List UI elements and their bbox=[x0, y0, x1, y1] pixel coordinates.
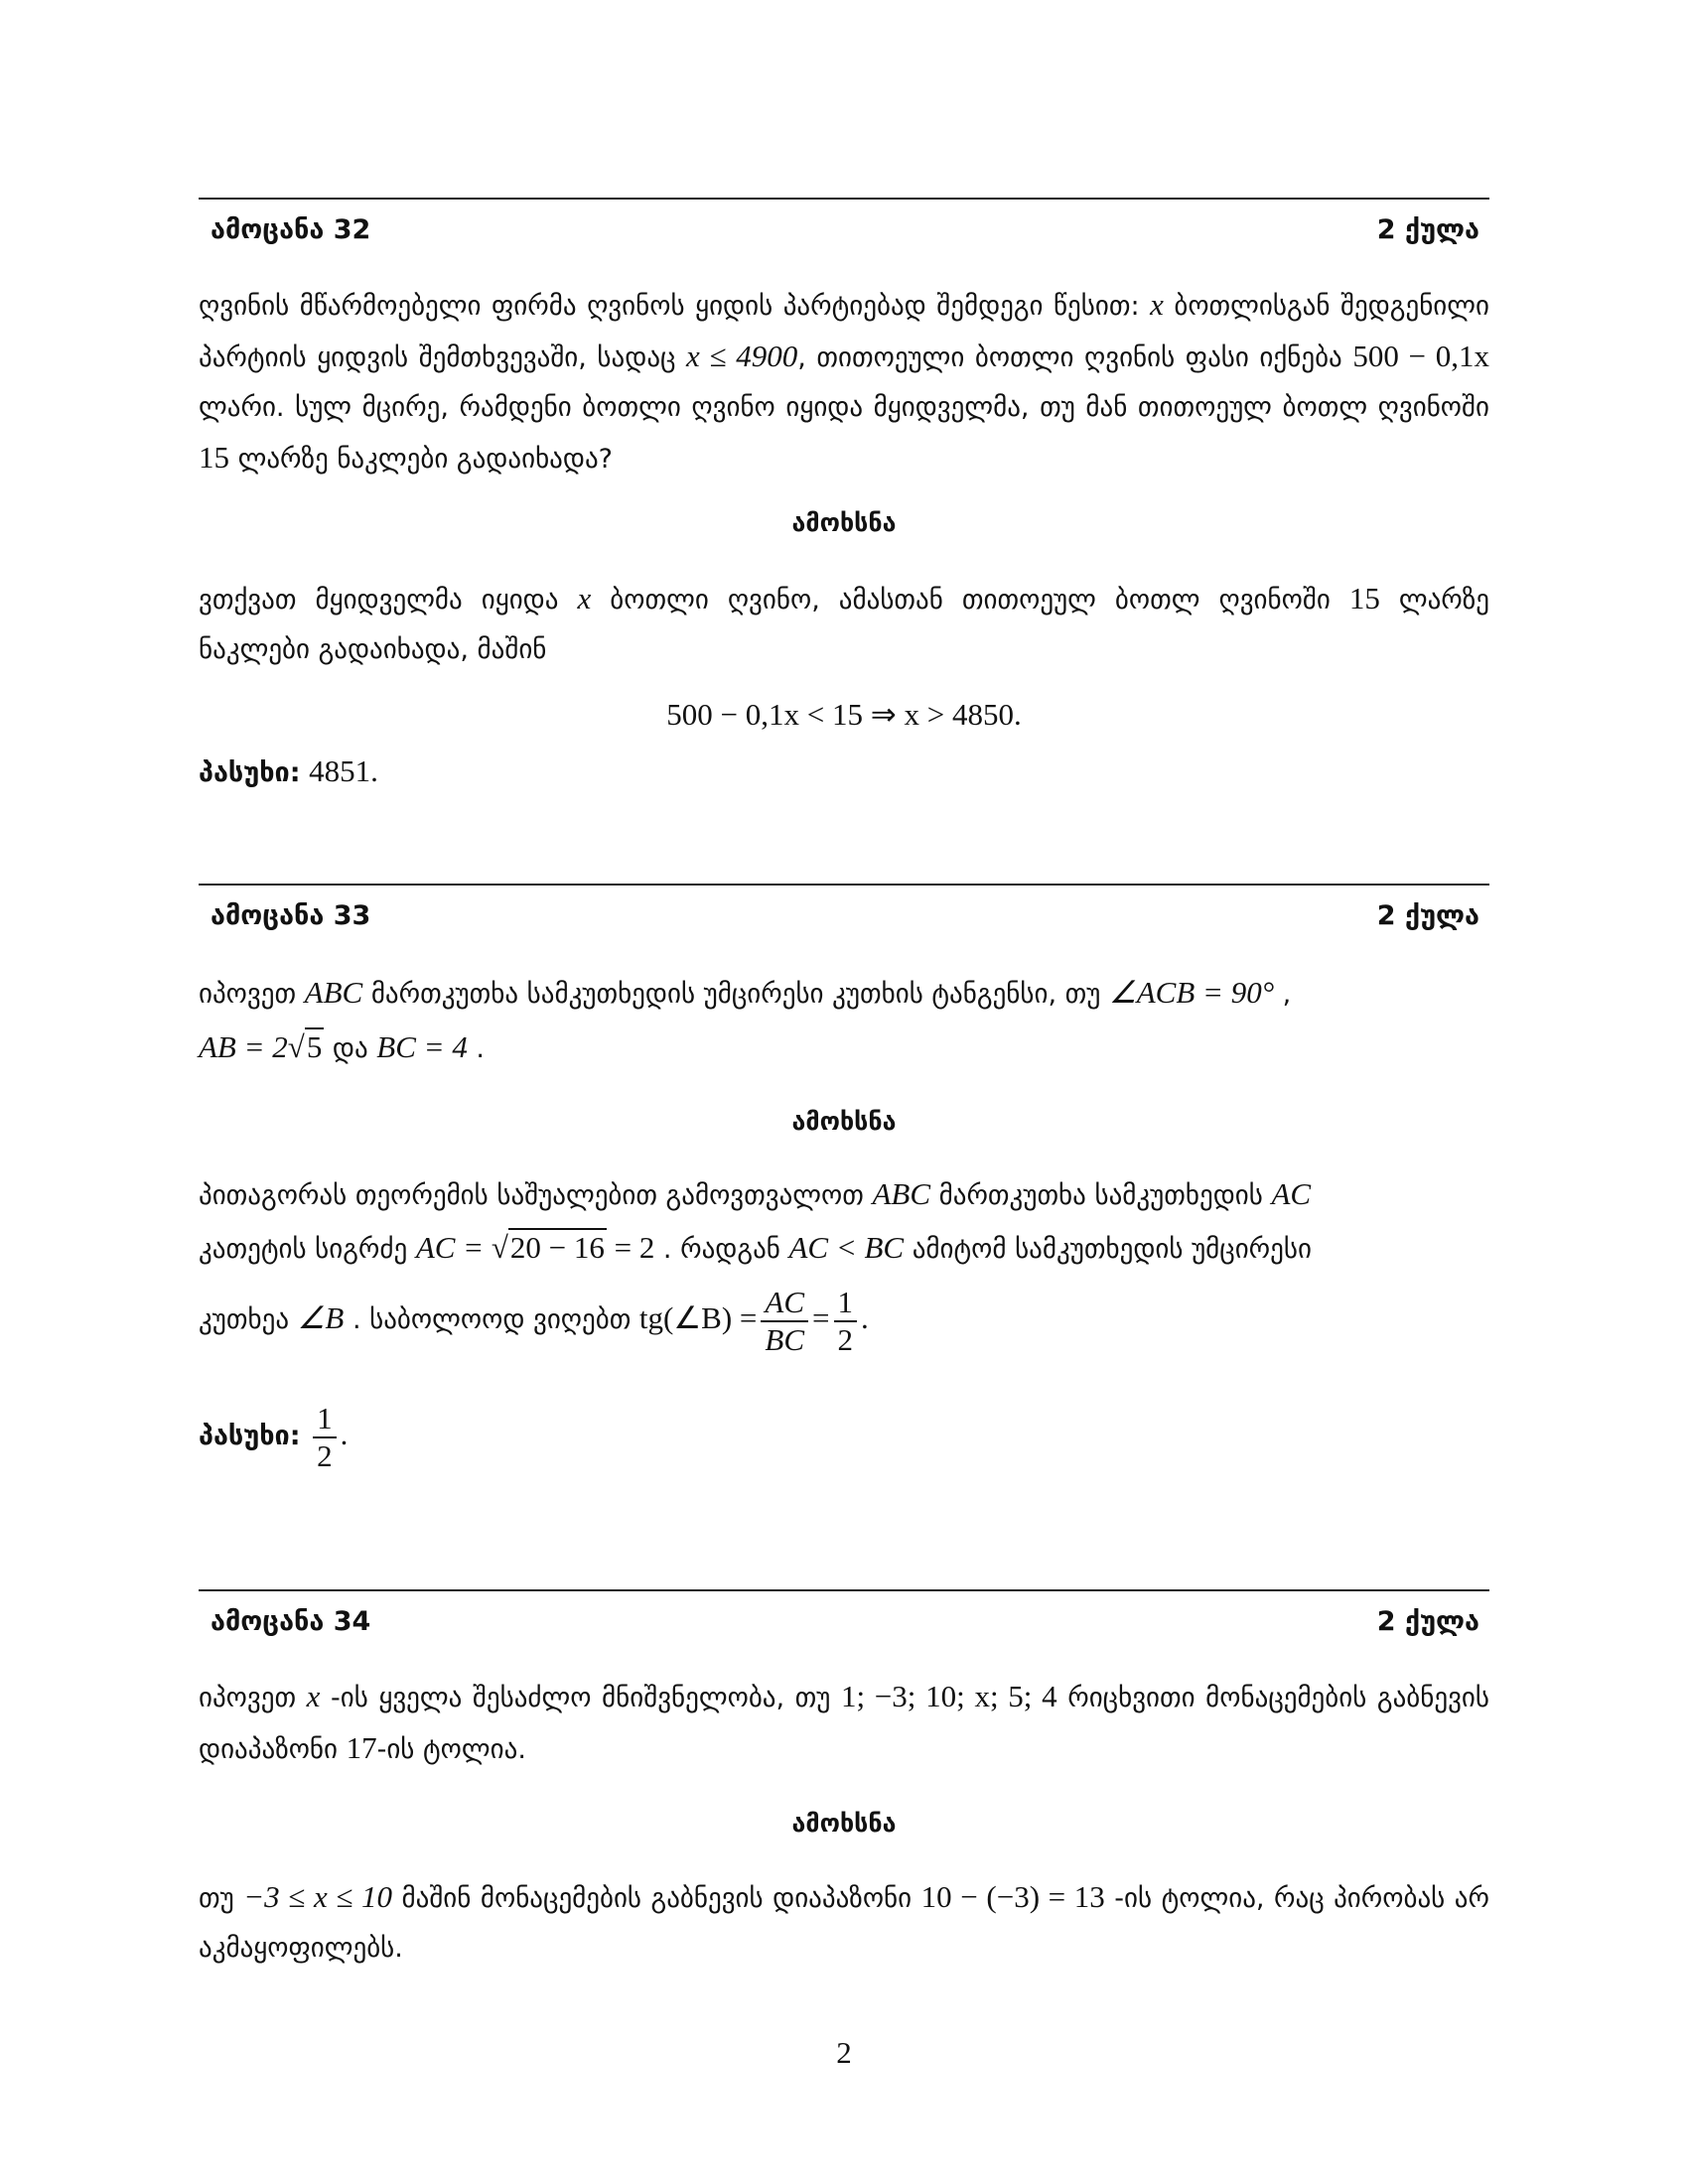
divider-line bbox=[199, 198, 1489, 200]
answer-fraction: $\frac{1}{2}$ bbox=[313, 1401, 337, 1474]
problem-33-solution-line3: კუთხეა ∠B . საბოლოოდ ვიღებთ tg(∠B) = $\frac{AC}{BC}$ = $\frac{1}{2}$ . bbox=[199, 1284, 869, 1357]
problem-33-points: 2 ქულა bbox=[1376, 900, 1479, 931]
problem-34-statement: იპოვეთ x -ის ყველა შესაძლო მნიშვნელობა, თუ 1; −3; 10; x; 5; 4 რიცხვითი მონაცემების გაბნევის დიაპაზონი 17-ის ტოლია. bbox=[199, 1679, 1490, 1765]
problem-32-header bbox=[211, 214, 1479, 245]
problem-33-header bbox=[211, 900, 1479, 931]
problem-34-points: 2 ქულა bbox=[1376, 1606, 1479, 1637]
problem-33-solution-heading: ამოხსნა bbox=[791, 1107, 897, 1136]
problem-34-title: ამოცანა 34 bbox=[211, 1606, 371, 1637]
problem-33-statement: იპოვეთ ABC მართკუთხა სამკუთხედის უმცირესი კუთხის ტანგენსი, თუ ∠ACB = 90° , bbox=[199, 975, 1292, 1010]
fraction-one-half: $\frac{1}{2}$ bbox=[834, 1285, 858, 1358]
problem-32-statement: ღვინის მწარმოებელი ფირმა ღვინოს ყიდის პარტიებად შემდეგი წესით: x ბოთლისგან შედგენილი პარტიის ყიდვის შემთხვევაში, სადაც x ≤ 4900, თითოეული ბოთლი ღვინის ფასი იქნება 500 − 0,1x ლარი. სულ მცირე, რამდენი ბოთლი ღვინო იყიდა მყიდველმა, თუ მან თითოეულ ბოთლ ღვინოში 15 ლარზე ნაკლები გადაიხადა? bbox=[199, 287, 1489, 475]
problem-34-header bbox=[211, 1606, 1479, 1637]
problem-34-solution: თუ −3 ≤ x ≤ 10 მაშინ მონაცემების გაბნევის დიაპაზონი 10 − (−3) = 13 -ის ტოლია, რაც პირობას არ აკმაყოფილებს. bbox=[199, 1879, 1489, 1964]
problem-32-solution: ვთქვათ მყიდველმა იყიდა x ბოთლი ღვინო, ამასთან თითოეულ ბოთლ ღვინოში 15 ლარზე ნაკლები გადაიხადა, მაშინ bbox=[199, 581, 1490, 665]
problem-32-equation: 500 − 0,1x < 15 ⇒ x > 4850. bbox=[666, 697, 1022, 732]
divider-line bbox=[199, 1589, 1489, 1591]
problem-33-solution-line1: პითაგორას თეორემის საშუალებით გამოვთვალოთ ABC მართკუთხა სამკუთხედის AC bbox=[199, 1176, 1312, 1211]
problem-33-solution-line2: კათეტის სიგრძე AC = √20 − 16 = 2 . რადგან AC < BC ამიტომ სამკუთხედის უმცირესი bbox=[199, 1230, 1312, 1265]
fraction-ac-bc: $\frac{AC}{BC}$ bbox=[761, 1285, 808, 1358]
problem-32-points: 2 ქულა bbox=[1376, 214, 1479, 245]
problem-32-solution-heading: ამოხსნა bbox=[791, 508, 897, 537]
divider-line bbox=[199, 884, 1489, 886]
page-number: 2 bbox=[836, 2035, 852, 2070]
problem-33-title: ამოცანა 33 bbox=[211, 900, 371, 931]
problem-34-solution-heading: ამოხსნა bbox=[791, 1809, 897, 1838]
problem-32-title: ამოცანა 32 bbox=[211, 214, 371, 245]
problem-32-answer: პასუხი: 4851. bbox=[199, 753, 378, 788]
problem-33-answer: პასუხი: $\frac{1}{2}$ . bbox=[199, 1400, 349, 1473]
problem-33-statement-line2: AB = 2√5 და BC = 4 . bbox=[199, 1029, 485, 1064]
